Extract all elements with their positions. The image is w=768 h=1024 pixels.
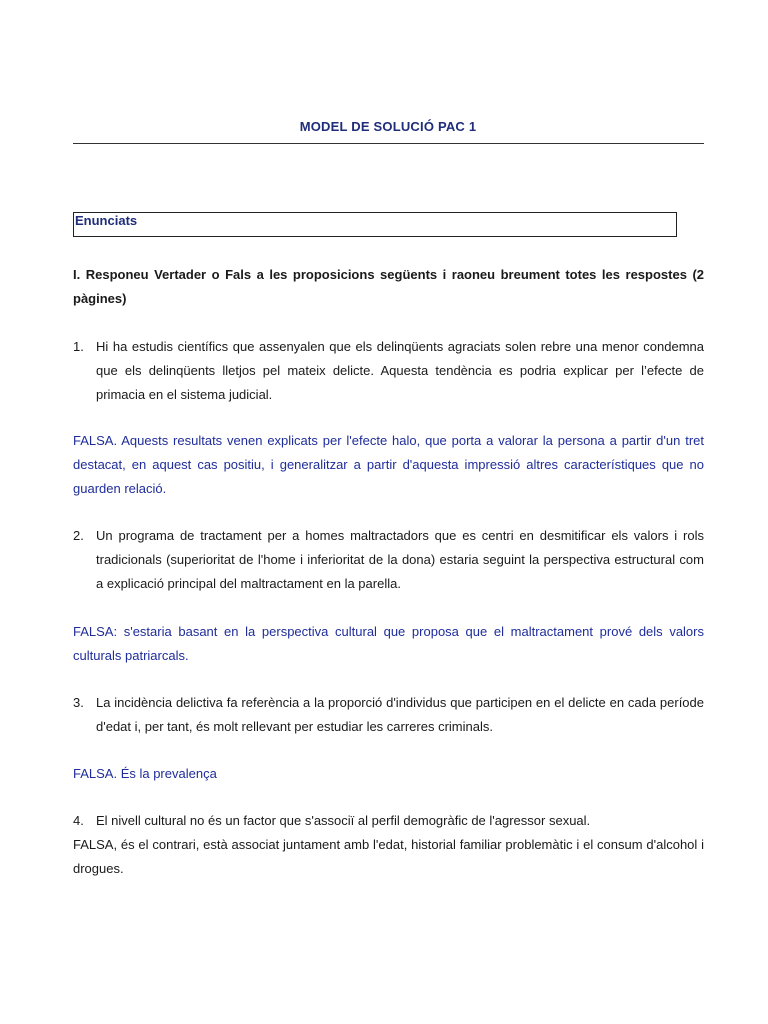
answer-4: FALSA, és el contrari, està associat juntament amb l'edat, historial familiar problemàtic i el consum d'alcohol i drogues. — [73, 837, 704, 876]
answer-2: FALSA: s'estaria basant en la perspectiva cultural que proposa que el maltractament prové dels valors culturals patriarcals. — [73, 624, 704, 663]
question-2 — [73, 524, 704, 596]
document-title: MODEL DE SOLUCIÓ PAC 1 — [299, 119, 477, 134]
question-text: Un programa de tractament per a homes maltractadors que es centri en desmitificar els valors i rols tradicionals (superioritat de l'home i inferioritat de la dona) estaria seguint la perspectiva estructural com a explicació principal del maltractament en la parella. — [96, 528, 704, 591]
answer-1: FALSA. Aquests resultats venen explicats per l'efecte halo, que porta a valorar la persona a partir d'un tret destacat, en aquest cas positiu, i generalitzar a partir d'aquesta impressió altres característiques que no guarden relació. — [73, 433, 704, 496]
question-text: El nivell cultural no és un factor que s'associï al perfil demogràfic de l'agressor sexual. — [96, 813, 591, 828]
question-number: 1. — [73, 339, 84, 354]
question-text: Hi ha estudis científics que assenyalen que els delinqüents agraciats solen rebre una menor condemna que els delinqüents lletjos pel mateix delicte. Aquesta tendència es podria explicar per l’efecte de primacia en el sistema judicial. — [96, 339, 704, 402]
answer-3: FALSA. És la prevalença — [73, 766, 217, 781]
question-3 — [73, 691, 704, 739]
title-divider — [73, 143, 704, 144]
instruction-text: I. Responeu Vertader o Fals a les proposicions següents i raoneu breument totes les respostes (2 pàgines) — [73, 267, 704, 306]
question-4 — [73, 809, 704, 833]
section-label: Enunciats — [75, 213, 138, 228]
question-number: 3. — [73, 695, 84, 710]
section-box — [73, 212, 677, 237]
question-1 — [73, 335, 704, 407]
question-text: La incidència delictiva fa referència a la proporció d'individus que participen en el delicte en cada període d'edat i, per tant, és molt rellevant per estudiar les carreres criminals. — [96, 695, 704, 734]
question-number: 2. — [73, 528, 84, 543]
question-number: 4. — [73, 813, 84, 828]
